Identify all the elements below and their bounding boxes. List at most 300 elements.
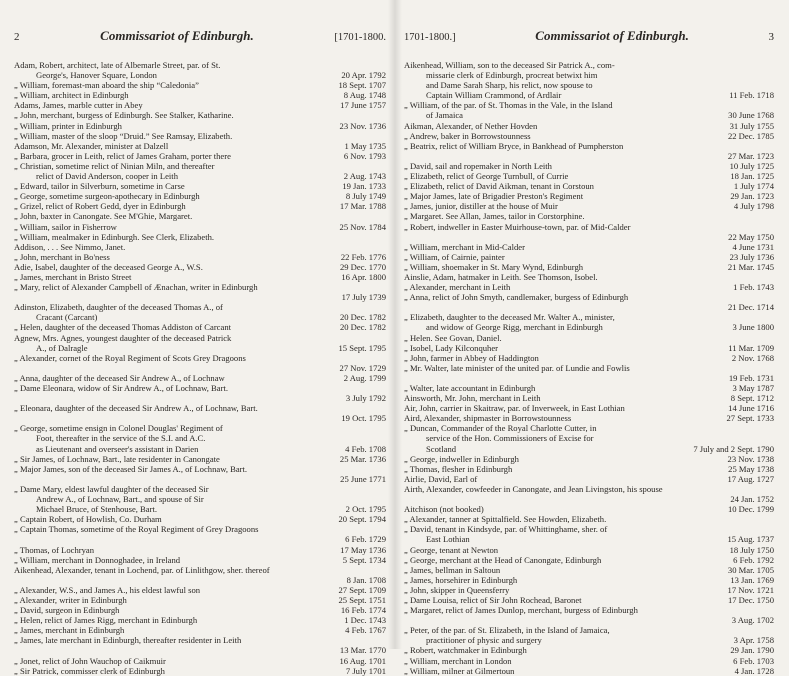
entry-text: „ John, merchant in Bo'ness [14,251,110,262]
index-entry [14,60,386,70]
index-entry [404,151,774,161]
entry-text: „ David, sail and ropemaker in North Leith [404,160,552,171]
left-entry-list [14,60,386,676]
entry-date: 25 May 1738 [728,463,774,474]
entry-text: East Lothian [426,534,470,545]
entry-text: Cracant (Carcant) [36,312,98,323]
entry-text: „ William, of Cairnie, painter [404,251,505,262]
index-entry [404,383,774,393]
entry-text: „ John, farmer in Abbey of Haddington [404,352,539,363]
entry-text: „ James, merchant in Bristo Street [14,271,132,282]
index-entry [404,322,774,332]
entry-date: 6 Feb. 1729 [345,534,386,545]
entry-date: 19 Oct. 1795 [341,413,386,424]
index-entry [14,322,386,332]
entry-text: „ Robert, indweller in Easter Muirhouse-town, par. of Mid-Calder [404,221,631,232]
entry-date: 2 Oct. 1795 [345,504,386,515]
entry-date: 1 Feb. 1743 [733,282,774,293]
entry-text: „ Dame Eleonara, widow of Sir Andrew A., of Lochnaw, Bart. [14,383,228,393]
index-entry [404,90,774,100]
entry-text: A., of Dalragle [36,342,88,353]
index-entry [404,363,774,373]
entry-text: Airth, Alexander, cowfeeder in Canongate, and Jean Livingston, his spouse [404,483,663,494]
entry-date: 17 Dec. 1750 [727,594,774,605]
index-entry [14,312,386,322]
entry-date: 27 Nov. 1729 [339,362,386,373]
entry-date: 23 July 1736 [729,251,774,262]
index-entry [404,201,774,211]
index-entry [404,615,774,625]
index-entry [14,575,386,585]
index-entry [404,534,774,544]
index-entry [14,161,386,171]
index-entry [404,131,774,141]
entry-date: 27 Sept. 1733 [726,413,774,424]
entry-date: 13 Mar. 1770 [339,645,386,656]
index-entry [404,565,774,575]
index-entry [14,292,386,302]
entry-text: Addison, . . . See Nimmo, Janet. [14,241,126,252]
index-entry [14,464,386,474]
entry-date: 2 Nov. 1768 [731,352,774,363]
entry-text: „ Alexander, cornet of the Royal Regiment of Scots Grey Dragoons [14,352,246,363]
index-entry [404,373,774,383]
entry-text: „ William, merchant in Mid-Calder [404,241,525,252]
entry-date: 3 May 1787 [732,383,774,393]
index-entry [14,403,386,413]
entry-text: „ Margaret, relict of James Dunlop, merchant, burgess of Edinburgh [404,605,638,616]
left-running-title: Commissariot of Edinburgh. [100,28,254,43]
index-entry [404,484,774,494]
index-entry [14,70,386,80]
entry-date: 27 Mar. 1723 [727,150,774,161]
index-entry [14,444,386,454]
entry-date: 17 Mar. 1788 [339,201,386,212]
index-entry [14,100,386,110]
entry-text: „ Sir James, of Lochnaw, Bart., late residenter in Canongate [14,453,220,464]
index-entry [404,141,774,151]
index-entry [404,545,774,555]
entry-date: 29 Dec. 1770 [339,261,386,272]
entry-text: „ Elizabeth, relict of David Aikman, tenant in Corstoun [404,181,594,192]
index-entry [404,191,774,201]
index-entry [404,171,774,181]
index-entry [14,454,386,464]
entry-text: „ William, of the par. of St. Thomas in the Vale, in the Island [404,100,613,111]
entry-date: 29 Jan. 1723 [730,191,774,202]
index-entry [14,605,386,615]
entry-date: 2 Aug. 1799 [343,372,386,383]
entry-text: „ Captain Thomas, sometime of the Royal Regiment of Grey Dragoons [14,524,259,535]
index-entry [14,191,386,201]
index-entry [14,201,386,211]
index-entry [404,333,774,343]
entry-text: „ Captain Robert, of Howlish, Co. Durham [14,514,162,525]
index-entry [14,585,386,595]
entry-text: George's, Hanover Square, London [36,70,157,81]
entry-date: 20 Dec. 1782 [339,312,386,323]
entry-date: 3 Apr. 1758 [733,635,774,646]
entry-text: Captain William Crammond, of Ardlair [426,90,562,101]
entry-text: „ James, bellman in Saltoun [404,564,501,575]
entry-date: 25 Mar. 1736 [339,453,386,464]
index-entry [14,272,386,282]
index-entry [404,666,774,676]
index-entry [404,272,774,282]
entry-text: relict of David Anderson, cooper in Leith [36,171,178,182]
index-entry [14,131,386,141]
entry-text: „ Peter, of the par. of St. Elizabeth, in the Island of Jamaica, [404,625,610,636]
entry-text: „ Alexander, W.S., and James A., his eldest lawful son [14,584,201,595]
entry-date: 18 July 1750 [729,544,774,555]
entry-text: „ Helen, relict of James Rigg, merchant in Edinburgh [14,615,198,626]
right-page [394,0,788,676]
index-entry [404,232,774,242]
entry-text: „ James, junior, distiller at the house of Muir [404,201,558,212]
index-entry [404,595,774,605]
entry-date: 6 Nov. 1793 [343,150,386,161]
entry-text: „ James, horsehirer in Edinburgh [404,574,518,585]
entry-date: 8 Jan. 1708 [346,574,386,585]
entry-date: 17 July 1739 [341,292,386,303]
entry-date: 17 Nov. 1721 [727,584,774,595]
index-entry [404,575,774,585]
entry-date: 20 Sept. 1794 [338,514,386,525]
entry-text: „ George, sometime ensign in Colonel Douglas' Regiment of [14,423,223,434]
entry-text: Aikenhead, William, son to the deceased Sir Patrick A., com- [404,60,615,70]
index-entry [404,433,774,443]
entry-date: 5 Sept. 1734 [342,554,386,565]
index-entry [14,423,386,433]
entry-date: 22 Dec. 1785 [727,130,774,141]
entry-text: „ Elizabeth, daughter to the deceased Mr. Walter A., minister, [404,312,615,323]
entry-text: „ Walter, late accountant in Edinburgh [404,383,536,393]
entry-text: „ George, merchant at the Head of Canongate, Edinburgh [404,554,602,565]
entry-text: „ John, merchant, burgess of Edinburgh. See Stalker, Katharine. [14,110,234,121]
entry-text: „ William, milner at Gilmertoun [404,665,515,676]
entry-text: Foot, thereafter in the service of the S.I. and A.C. [36,433,206,444]
entry-text: Adie, Isabel, daughter of the deceased George A., W.S. [14,261,203,272]
index-entry [14,474,386,484]
index-entry [404,585,774,595]
entry-date: 25 Sept. 1751 [338,594,386,605]
entry-date: 15 Aug. 1737 [727,534,774,545]
entry-text: „ John, skipper in Queensferry [404,584,510,595]
index-entry [14,484,386,494]
entry-date: 20 Apr. 1792 [341,70,386,81]
entry-date: 20 Dec. 1782 [339,322,386,333]
entry-text: „ Major James, son of the deceased Sir James A., of Lochnaw, Bart. [14,463,248,474]
entry-date: 16 Apr. 1800 [341,271,386,282]
index-entry [404,625,774,635]
index-entry [14,524,386,534]
entry-text: Air, John, carrier in Skaitraw, par. of Inverweek, in East Lothian [404,403,625,414]
entry-date: 24 Jan. 1752 [730,494,774,505]
index-entry [404,635,774,645]
index-entry [14,656,386,666]
entry-date: 6 Feb. 1703 [733,655,774,666]
entry-text: „ William, master of the sloop “Druid.” See Ramsay, Elizabeth. [14,130,233,141]
entry-date: 21 Dec. 1714 [727,302,774,313]
index-entry [404,423,774,433]
right-date-range: 1701-1800.] [404,32,456,43]
entry-text: Aikman, Alexander, of Nether Hovden [404,120,538,131]
entry-text: „ Mary, relict of Alexander Campbell of Ænachan, writer in Edinburgh [14,282,258,293]
entry-date: 1 Dec. 1743 [344,615,386,626]
entry-date: 15 Sept. 1795 [338,342,386,353]
index-entry [404,242,774,252]
entry-text: „ Jonet, relict of John Wauchop of Caikmuir [14,655,166,666]
index-entry [14,171,386,181]
entry-text: Ainslie, Adam, hatmaker in Leith. See Thomson, Isobel. [404,271,598,282]
entry-date: 3 June 1800 [732,322,774,333]
index-entry [14,373,386,383]
index-entry [14,343,386,353]
index-entry [404,343,774,353]
entry-text: „ William, mealmaker in Edinburgh. See Clerk, Elizabeth. [14,231,215,242]
entry-text: „ Eleonara, daughter of the deceased Sir Andrew A., of Lochnaw, Bart. [14,403,258,414]
index-entry [404,403,774,413]
entry-date: 4 Feb. 1767 [345,625,386,636]
entry-text: „ William, sailor in Fisherrow [14,221,117,232]
entry-text: „ John, baxter in Canongate. See M'Ghie, Margaret. [14,211,193,222]
index-entry [14,211,386,221]
entry-date: 16 Feb. 1774 [340,605,386,616]
entry-text: „ William, foremast-man aboard the ship “Caledonia” [14,80,199,91]
index-entry [404,656,774,666]
entry-text: Adamson, Mr. Alexander, minister at Dalzell [14,140,169,151]
entry-date: 19 Jan. 1733 [342,181,386,192]
entry-text: „ George, sometime surgeon-apothecary in Edinburgh [14,191,200,202]
entry-text: „ George, indweller in Edinburgh [404,453,519,464]
index-entry [404,121,774,131]
index-entry [14,282,386,292]
index-entry [14,494,386,504]
entry-text: „ Alexander, writer in Edinburgh [14,594,127,605]
entry-text: Adam, Robert, architect, late of Albemarle Street, par. of St. [14,60,221,70]
index-entry [404,645,774,655]
entry-text: „ Barbara, grocer in Leith, relict of James Graham, porter there [14,150,231,161]
entry-date: 8 Aug. 1748 [343,90,386,101]
entry-text: „ Dame Mary, eldest lawful daughter of the deceased Sir [14,483,209,494]
index-entry [404,282,774,292]
entry-text: Aitchison (not booked) [404,504,484,515]
index-entry [404,474,774,484]
entry-date: 16 Aug. 1701 [339,655,386,666]
index-entry [14,545,386,555]
index-entry [14,80,386,90]
entry-date: 7 July 1701 [345,665,386,676]
index-entry [404,262,774,272]
index-entry [14,615,386,625]
index-entry [404,70,774,80]
entry-text: „ William, merchant in Donnoghadee, in Ireland [14,554,181,565]
entry-text: „ Major James, late of Brigadier Preston's Regiment [404,191,584,202]
entry-date: 4 June 1731 [732,241,774,252]
entry-text: „ Elizabeth, relict of George Turnbull, of Currie [404,171,569,182]
entry-text: „ William, shoemaker in St. Mary Wynd, Edinburgh [404,261,584,272]
entry-date: 8 Sept. 1712 [730,393,774,404]
index-entry [14,110,386,120]
entry-text: „ William, printer in Edinburgh [14,120,122,131]
entry-date: 10 July 1725 [729,160,774,171]
index-entry [14,595,386,605]
entry-date: 4 Jan. 1728 [734,665,774,676]
entry-date: 3 July 1792 [345,393,386,404]
index-entry [14,353,386,363]
index-entry [14,555,386,565]
entry-text: „ Helen. See Govan, Daniel. [404,332,502,343]
index-entry [14,534,386,544]
entry-text: „ Thomas, of Lochryan [14,544,95,555]
entry-date: 27 Sept. 1709 [338,584,386,595]
entry-date: 17 June 1757 [340,100,386,111]
entry-text: „ David, surgeon in Edinburgh [14,605,120,616]
entry-text: „ Margaret. See Allan, James, tailor in Corstorphine. [404,211,585,222]
entry-text: „ Anna, relict of John Smyth, candlemaker, burgess of Edinburgh [404,292,629,303]
entry-text: „ William, architect in Edinburgh [14,90,129,101]
index-entry [14,413,386,423]
entry-date: 21 Mar. 1745 [727,261,774,272]
right-page-header [404,28,774,50]
index-entry [14,181,386,191]
index-entry [14,302,386,312]
entry-date: 30 Mar. 1705 [727,564,774,575]
entry-date: 30 June 1768 [728,110,774,121]
entry-date: 29 Jan. 1790 [730,645,774,656]
entry-text: „ Andrew, baker in Borrowstounness [404,130,531,141]
entry-date: 3 Aug. 1702 [731,615,774,626]
entry-text: „ Anna, daughter of the deceased Sir Andrew A., of Lochnaw [14,372,225,383]
index-entry [14,383,386,393]
entry-date: 7 July and 2 Sept. 1790 [693,443,774,454]
index-entry [14,504,386,514]
index-entry [14,514,386,524]
entry-text: „ Beatrix, relict of William Bryce, in Bankhead of Pumpherston [404,140,624,151]
index-entry [14,242,386,252]
entry-date: 4 July 1798 [733,201,774,212]
index-entry [404,444,774,454]
entry-text: Adinston, Elizabeth, daughter of the deceased Thomas A., of [14,302,223,313]
index-entry [14,232,386,242]
index-entry [404,393,774,403]
entry-date: 4 Feb. 1708 [345,443,386,454]
index-entry [14,635,386,645]
entry-date: 14 June 1716 [728,403,774,414]
entry-text: „ Robert, watchmaker in Edinburgh [404,645,527,656]
entry-text: service of the Hon. Commissioners of Excise for [426,433,594,444]
index-entry [14,121,386,131]
entry-date: 6 Feb. 1792 [733,554,774,565]
index-entry [404,110,774,120]
entry-date: 1 May 1735 [344,140,386,151]
entry-text: „ Grizel, relict of Robert Gedd, dyer in Edinburgh [14,201,186,212]
entry-text: practitioner of physic and surgery [426,635,542,646]
index-entry [14,645,386,655]
index-entry [14,252,386,262]
entry-text: and Dame Sarah Sharp, his relict, now spouse to [426,80,593,91]
entry-text: Michael Bruce, of Stenhouse, Bart. [36,504,157,515]
entry-date: 25 June 1771 [340,473,386,484]
entry-text: „ James, late merchant in Edinburgh, thereafter residenter in Leith [14,635,242,646]
index-entry [404,161,774,171]
entry-text: Adams, James, marble cutter in Abey [14,100,143,111]
entry-date: 23 Nov. 1736 [339,120,386,131]
entry-date: 11 Mar. 1709 [728,342,774,353]
entry-text: Aird, Alexander, shipmaster in Borrowstounness [404,413,572,424]
entry-text: „ Christian, sometime relict of Ninian Miln, and thereafter [14,160,215,171]
index-entry [404,353,774,363]
entry-date: 11 Feb. 1718 [729,90,774,101]
index-entry [404,100,774,110]
index-entry [404,524,774,534]
entry-text: and widow of George Rigg, merchant in Edinburgh [426,322,603,333]
index-entry [404,292,774,302]
entry-text: „ George, tenant at Newton [404,544,499,555]
entry-text: of Jamaica [426,110,463,121]
entry-text: Ainsworth, Mr. John, merchant in Leith [404,393,541,404]
entry-text: „ Alexander, merchant in Leith [404,282,511,293]
index-entry [14,222,386,232]
entry-date: 18 Sept. 1707 [338,80,386,91]
index-entry [404,60,774,70]
entry-date: 2 Aug. 1743 [343,171,386,182]
entry-text: „ Dame Louisa, relict of Sir John Rochead, Baronet [404,594,582,605]
entry-text: Scotland [426,443,457,454]
left-page [0,0,394,676]
entry-date: 22 May 1750 [728,231,774,242]
index-entry [14,333,386,343]
entry-date: 19 Feb. 1731 [728,372,774,383]
entry-date: 25 Nov. 1784 [339,221,386,232]
index-entry [404,514,774,524]
entry-text: missarie clerk of Edinburgh, procreat betwixt him [426,70,598,81]
index-entry [404,80,774,90]
index-entry [404,555,774,565]
entry-text: Aikenhead, Alexander, tenant in Lochend, par. of Linlithgow, sher. thereof [14,564,270,575]
left-page-header [14,28,386,50]
entry-date: 23 Nov. 1738 [727,453,774,464]
index-entry [14,666,386,676]
index-entry [14,625,386,635]
index-entry [14,565,386,575]
left-page-number: 2 [14,31,20,43]
entry-text: „ James, merchant in Edinburgh [14,625,125,636]
index-entry [14,151,386,161]
index-entry [14,90,386,100]
index-entry [404,181,774,191]
entry-text: „ Duncan, Commander of the Royal Charlotte Cutter, in [404,423,597,434]
index-entry [404,222,774,232]
right-page-number: 3 [768,31,774,43]
entry-text: „ Alexander, tanner at Spittalfield. See Howden, Elizabeth. [404,514,607,525]
entry-text: „ Edward, tailor in Silverburn, sometime in Carse [14,181,185,192]
index-entry [14,363,386,373]
index-entry [404,504,774,514]
index-entry [404,464,774,474]
left-date-range: [1701-1800. [334,32,386,43]
entry-date: 18 Jan. 1725 [730,171,774,182]
entry-text: „ Isobel, Lady Kilconquher [404,342,499,353]
entry-text: „ Mr. Walter, late minister of the united par. of Lundie and Fowlis [404,362,630,373]
index-entry [14,141,386,151]
entry-text: Andrew A., of Lochnaw, Bart., and spouse of Sir [36,494,204,505]
entry-date: 22 Feb. 1776 [340,251,386,262]
index-entry [404,454,774,464]
entry-text: Airlie, David, Earl of [404,473,478,484]
entry-date: 31 July 1755 [729,120,774,131]
entry-text: „ Helen, daughter of the deceased Thomas Addiston of Carcant [14,322,232,333]
